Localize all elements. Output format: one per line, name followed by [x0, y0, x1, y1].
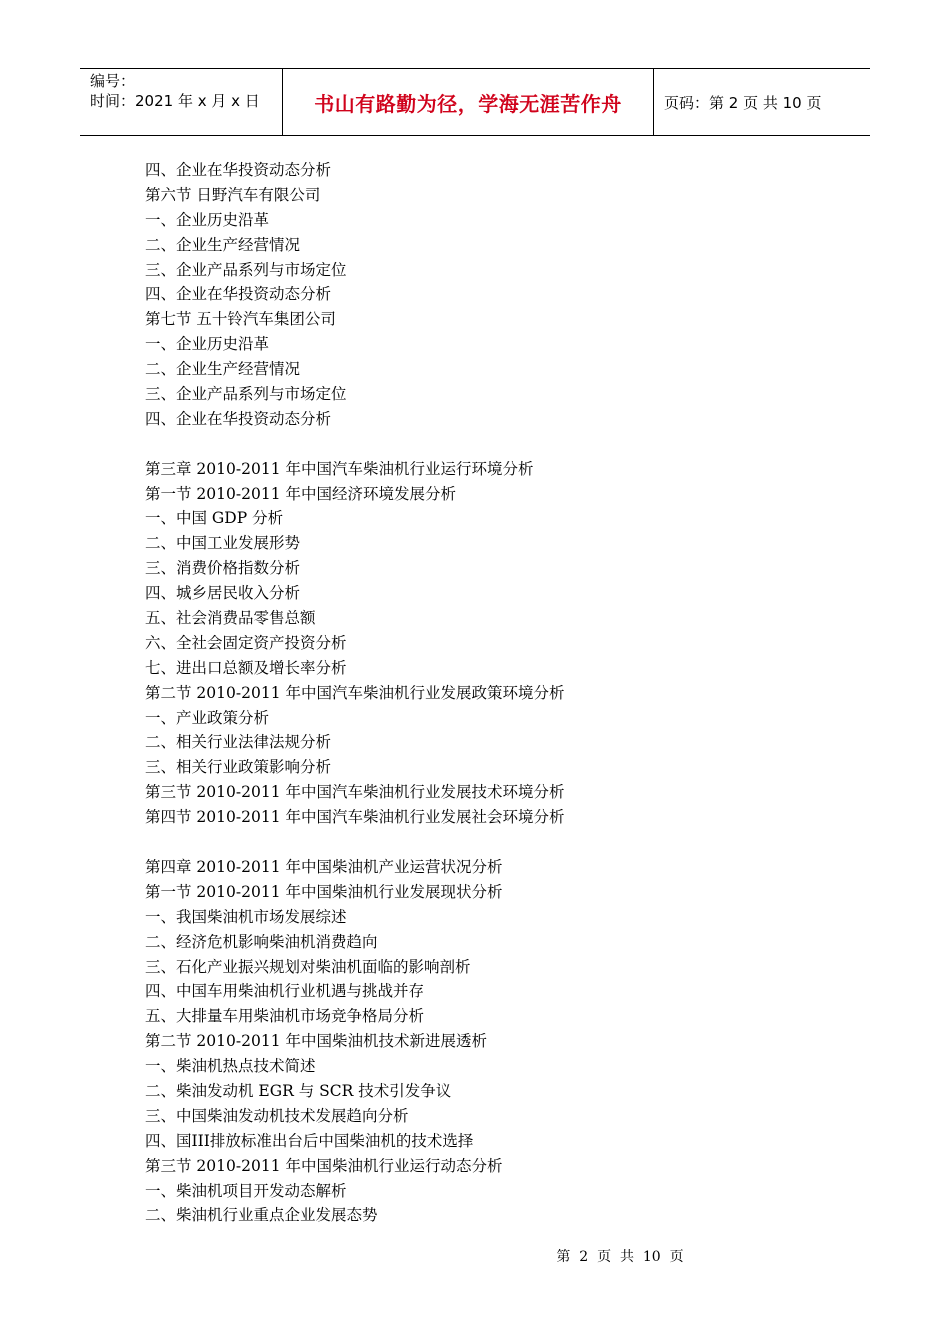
toc-entry: 三、相关行业政策影响分析	[145, 758, 332, 777]
toc-spacer	[145, 432, 845, 457]
page-footer: 第 2 页 共 10 页	[556, 1249, 684, 1265]
document-header	[80, 68, 870, 136]
toc-entry: 四、中国车用柴油机行业机遇与挑战并存	[145, 982, 425, 1001]
toc-entry: 第六节 日野汽车有限公司	[145, 185, 321, 204]
toc-entry: 第七节 五十铃汽车集团公司	[145, 310, 336, 329]
toc-entry: 四、企业在华投资动态分析	[145, 409, 332, 428]
toc-entry: 第三节 2010-2011 年中国汽车柴油机行业发展技术环境分析	[145, 783, 565, 802]
toc-entry: 四、企业在华投资动态分析	[145, 161, 332, 179]
toc-entry: 三、中国柴油发动机技术发展趋向分析	[145, 1106, 409, 1125]
toc-entry: 一、企业历史沿革	[145, 335, 270, 354]
header-page-code: 页码：第 2 页 共 10 页	[664, 93, 822, 112]
header-motto: 书山有路勤为径，学海无涯苦作舟	[314, 91, 622, 116]
toc-entry: 第三章 2010-2011 年中国汽车柴油机行业运行环境分析	[145, 459, 534, 478]
toc-entry: 三、企业产品系列与市场定位	[145, 260, 347, 279]
toc-entry: 二、柴油发动机 EGR 与 SCR 技术引发争议	[145, 1081, 452, 1100]
document-number-label: 编号：	[90, 72, 136, 90]
toc-entry: 二、企业生产经营情况	[145, 235, 301, 254]
toc-entry: 一、产业政策分析	[145, 708, 270, 727]
toc-entry: 五、社会消费品零售总额	[145, 609, 316, 628]
toc-entry: 七、进出口总额及增长率分析	[145, 658, 347, 677]
toc-entry: 二、中国工业发展形势	[145, 534, 301, 553]
header-meta-cell	[80, 69, 282, 135]
toc-entry: 第四章 2010-2011 年中国柴油机产业运营状况分析	[145, 857, 503, 876]
toc-entry: 第二节 2010-2011 年中国柴油机技术新进展透析	[145, 1032, 487, 1051]
document-time-label: 时间：2021 年 x 月 x 日	[90, 92, 260, 110]
toc-entry: 第三节 2010-2011 年中国柴油机行业运行动态分析	[145, 1156, 503, 1175]
toc-entry: 四、国III排放标准出台后中国柴油机的技术选择	[145, 1131, 474, 1150]
toc-entry: 二、柴油机行业重点企业发展态势	[145, 1206, 378, 1225]
toc-entry: 三、消费价格指数分析	[145, 559, 301, 578]
toc-entry: 一、柴油机热点技术简述	[145, 1057, 316, 1076]
toc-entry: 四、企业在华投资动态分析	[145, 285, 332, 304]
table-of-contents	[145, 158, 845, 1228]
header-motto-cell	[282, 69, 654, 135]
toc-entry: 三、企业产品系列与市场定位	[145, 385, 347, 404]
header-page-cell	[654, 69, 870, 135]
toc-entry: 二、相关行业法律法规分析	[145, 733, 332, 752]
toc-entry: 二、企业生产经营情况	[145, 360, 301, 379]
toc-entry: 三、石化产业振兴规划对柴油机面临的影响剖析	[145, 957, 471, 976]
toc-spacer	[145, 830, 845, 855]
toc-entry: 第一节 2010-2011 年中国柴油机行业发展现状分析	[145, 882, 503, 901]
toc-entry: 五、大排量车用柴油机市场竞争格局分析	[145, 1007, 425, 1026]
toc-entry: 一、中国 GDP 分析	[145, 509, 284, 528]
toc-entry: 第四节 2010-2011 年中国汽车柴油机行业发展社会环境分析	[145, 808, 565, 827]
toc-entry: 二、经济危机影响柴油机消费趋向	[145, 932, 378, 951]
toc-entry: 第一节 2010-2011 年中国经济环境发展分析	[145, 484, 456, 503]
toc-entry: 一、我国柴油机市场发展综述	[145, 907, 347, 926]
toc-entry: 一、企业历史沿革	[145, 210, 270, 229]
toc-entry: 一、柴油机项目开发动态解析	[145, 1181, 347, 1200]
toc-entry: 四、城乡居民收入分析	[145, 584, 301, 603]
toc-entry: 六、全社会固定资产投资分析	[145, 633, 347, 652]
toc-entry: 第二节 2010-2011 年中国汽车柴油机行业发展政策环境分析	[145, 683, 565, 702]
